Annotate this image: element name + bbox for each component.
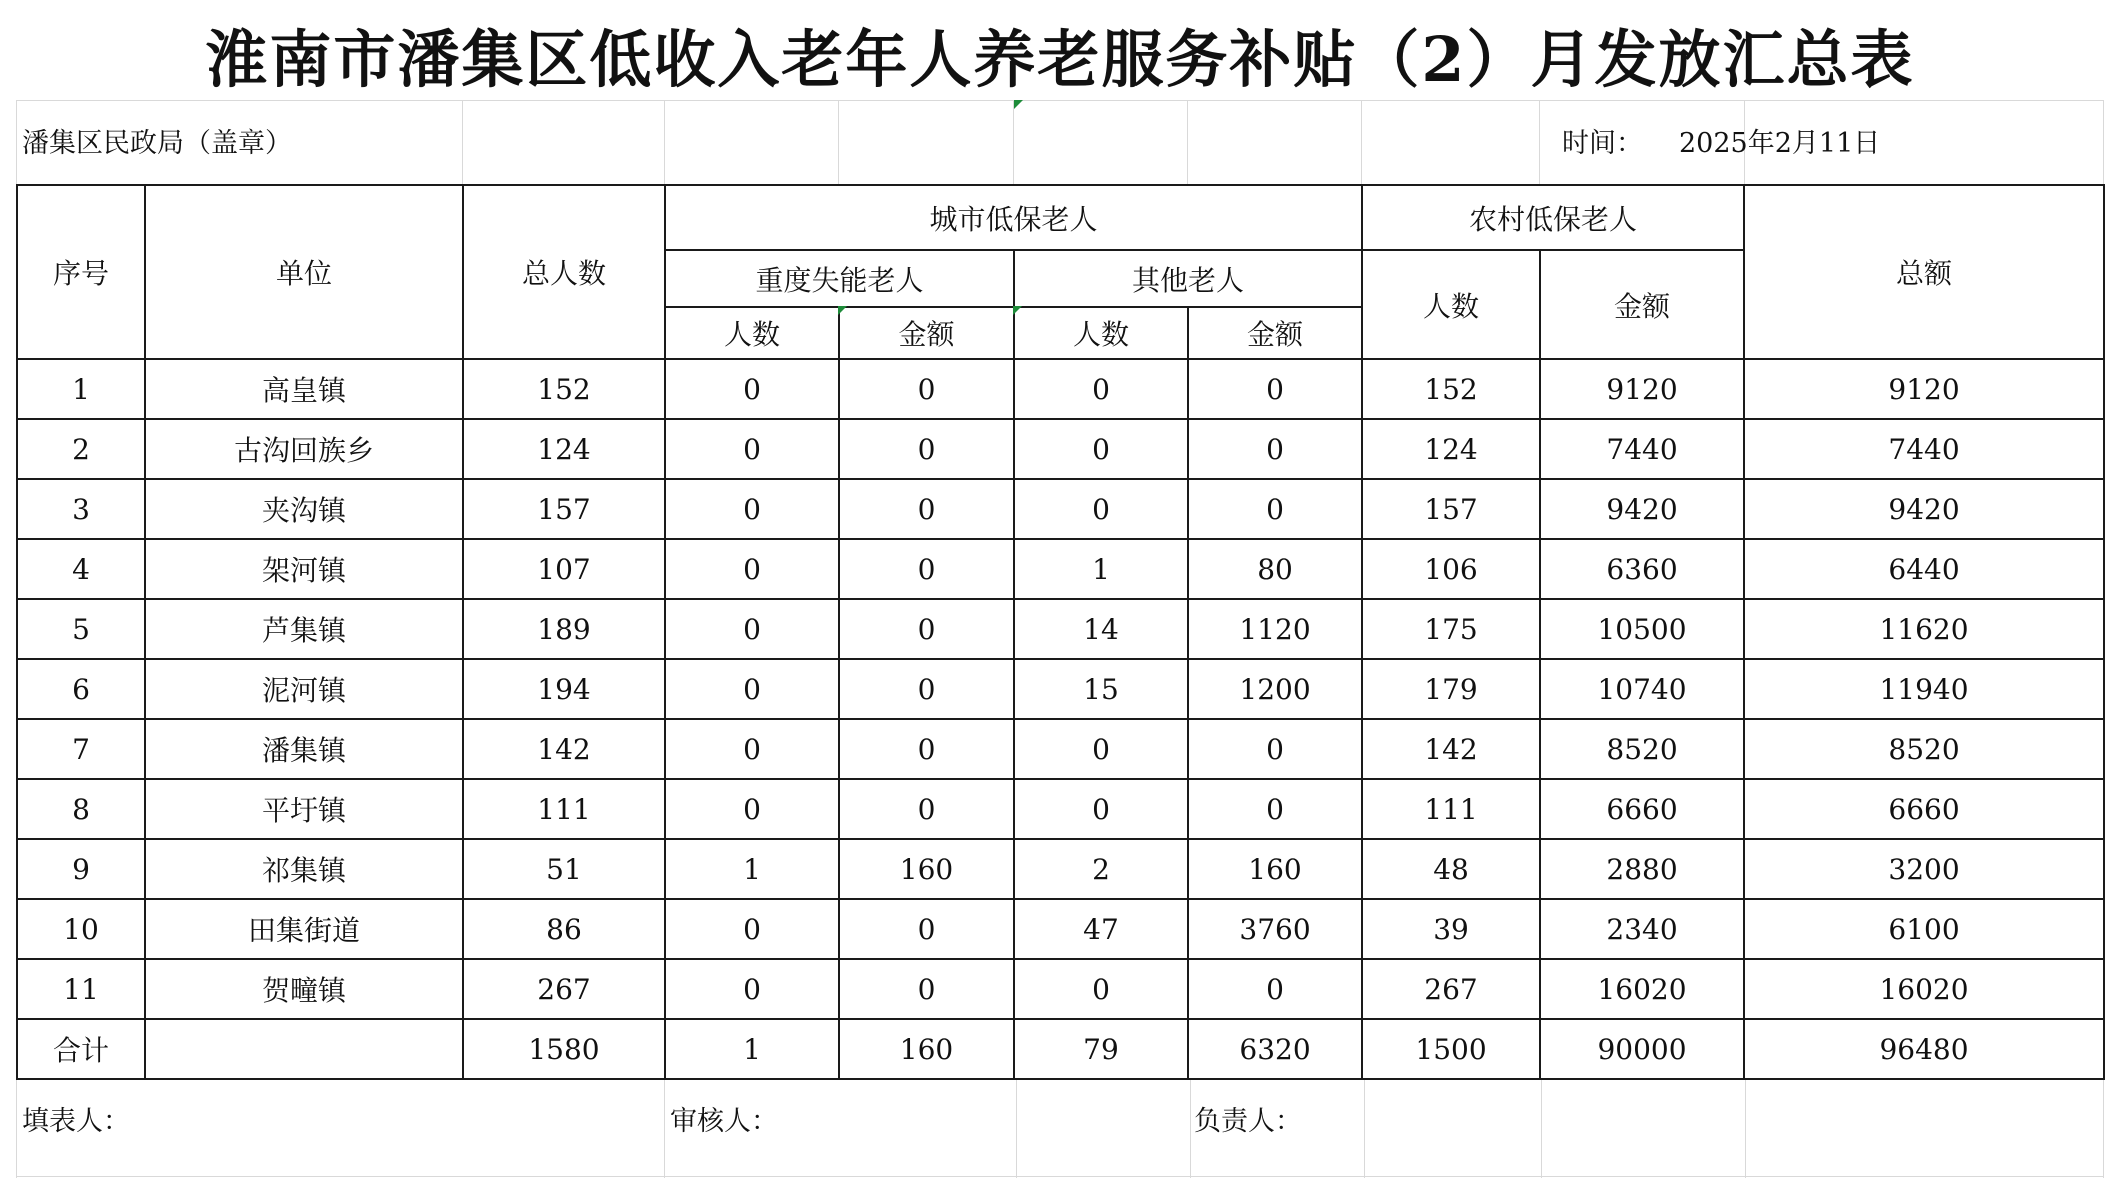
gridline	[16, 1078, 17, 1178]
comment-indicator[interactable]	[1014, 100, 1023, 109]
cell-unit[interactable]: 祁集镇	[145, 839, 463, 899]
gridline	[664, 1078, 665, 1178]
cell-seq[interactable]: 6	[17, 659, 145, 719]
cell-total-amount[interactable]: 11940	[1744, 659, 2104, 719]
gridline	[1190, 1078, 1191, 1178]
cell-total-amount[interactable]: 96480	[1744, 1019, 2104, 1079]
cell-other-people[interactable]: 1	[1014, 539, 1188, 599]
header-seq: 序号	[17, 185, 145, 359]
cell-rural-people[interactable]: 48	[1362, 839, 1540, 899]
cell-unit[interactable]: 潘集镇	[145, 719, 463, 779]
header-severe-people: 人数	[665, 307, 839, 359]
header-other-people: 人数	[1014, 307, 1188, 359]
cell-other-people[interactable]: 0	[1014, 359, 1188, 419]
cell-other-amount[interactable]: 3760	[1188, 899, 1362, 959]
cell-other-amount[interactable]: 1200	[1188, 659, 1362, 719]
table-row	[17, 899, 2104, 959]
header-unit: 单位	[145, 185, 463, 359]
table-row	[17, 479, 2104, 539]
gridline	[1361, 100, 1362, 184]
cell-severe-people[interactable]: 1	[665, 839, 839, 899]
cell-other-amount[interactable]: 6320	[1188, 1019, 1362, 1079]
cell-seq[interactable]: 9	[17, 839, 145, 899]
gridline	[2103, 100, 2104, 184]
gridline	[16, 1176, 2104, 1177]
cell-other-amount[interactable]: 0	[1188, 479, 1362, 539]
gridline	[664, 100, 665, 184]
cell-total-amount[interactable]: 3200	[1744, 839, 2104, 899]
cell-severe-amount[interactable]: 0	[839, 539, 1014, 599]
cell-seq[interactable]: 4	[17, 539, 145, 599]
cell-other-amount[interactable]: 0	[1188, 359, 1362, 419]
cell-seq[interactable]: 10	[17, 899, 145, 959]
cell-rural-amount[interactable]: 7440	[1540, 419, 1744, 479]
cell-rural-amount[interactable]: 9120	[1540, 359, 1744, 419]
cell-rural-amount[interactable]: 2880	[1540, 839, 1744, 899]
header-total-people: 总人数	[463, 185, 665, 359]
cell-severe-people[interactable]: 0	[665, 659, 839, 719]
cell-severe-amount[interactable]: 0	[839, 479, 1014, 539]
table-body	[17, 359, 2104, 1079]
cell-unit[interactable]: 平圩镇	[145, 779, 463, 839]
cell-other-amount[interactable]: 0	[1188, 959, 1362, 1019]
cell-seq[interactable]: 3	[17, 479, 145, 539]
cell-total-amount[interactable]: 8520	[1744, 719, 2104, 779]
cell-total-people[interactable]: 194	[463, 659, 665, 719]
comment-indicator[interactable]	[838, 306, 847, 315]
cell-rural-people[interactable]: 267	[1362, 959, 1540, 1019]
gridline	[1541, 1078, 1542, 1178]
gridline	[2103, 1078, 2104, 1178]
cell-unit[interactable]: 泥河镇	[145, 659, 463, 719]
cell-other-people[interactable]: 47	[1014, 899, 1188, 959]
cell-other-people[interactable]: 0	[1014, 419, 1188, 479]
cell-rural-people[interactable]: 152	[1362, 359, 1540, 419]
table-total-row	[17, 1019, 2104, 1079]
cell-other-people[interactable]: 0	[1014, 719, 1188, 779]
header-severe: 重度失能老人	[665, 250, 1014, 307]
date-label: 时间：	[1562, 128, 1643, 159]
header-rural-group: 农村低保老人	[1362, 185, 1744, 250]
cell-rural-people[interactable]: 175	[1362, 599, 1540, 659]
cell-unit[interactable]: 架河镇	[145, 539, 463, 599]
cell-other-people[interactable]: 14	[1014, 599, 1188, 659]
cell-rural-people[interactable]: 124	[1362, 419, 1540, 479]
cell-total-amount[interactable]: 9420	[1744, 479, 2104, 539]
table-row	[17, 359, 2104, 419]
cell-rural-amount[interactable]: 8520	[1540, 719, 1744, 779]
cell-seq[interactable]: 2	[17, 419, 145, 479]
cell-unit[interactable]: 芦集镇	[145, 599, 463, 659]
gridline	[1016, 1078, 1017, 1178]
cell-rural-people[interactable]: 39	[1362, 899, 1540, 959]
cell-severe-amount[interactable]: 0	[839, 719, 1014, 779]
responsible-label: 负责人：	[1194, 1106, 1302, 1137]
gridline	[1745, 1078, 1746, 1178]
header-other-amount: 金额	[1188, 307, 1362, 359]
gridline	[838, 100, 839, 184]
cell-total-people[interactable]: 51	[463, 839, 665, 899]
cell-total-people[interactable]: 157	[463, 479, 665, 539]
header-rural-people: 人数	[1362, 250, 1540, 359]
cell-seq[interactable]: 8	[17, 779, 145, 839]
header-urban-group: 城市低保老人	[665, 185, 1362, 250]
gridline	[1539, 100, 1540, 184]
cell-total-people[interactable]: 189	[463, 599, 665, 659]
cell-total-people[interactable]: 152	[463, 359, 665, 419]
cell-rural-amount[interactable]: 6360	[1540, 539, 1744, 599]
cell-severe-people[interactable]: 0	[665, 419, 839, 479]
comment-indicator[interactable]	[1013, 306, 1022, 315]
gridline	[16, 100, 17, 184]
cell-seq[interactable]: 1	[17, 359, 145, 419]
cell-total-amount[interactable]: 6660	[1744, 779, 2104, 839]
date-value: 2025年2月11日	[1679, 128, 1881, 159]
cell-other-amount[interactable]: 0	[1188, 419, 1362, 479]
cell-severe-people[interactable]: 1	[665, 1019, 839, 1079]
cell-other-people[interactable]: 0	[1014, 959, 1188, 1019]
cell-severe-people[interactable]: 0	[665, 599, 839, 659]
cell-severe-amount[interactable]: 160	[839, 839, 1014, 899]
cell-severe-amount[interactable]: 0	[839, 899, 1014, 959]
cell-total-people[interactable]: 86	[463, 899, 665, 959]
cell-total-people[interactable]: 1580	[463, 1019, 665, 1079]
gridline	[1187, 100, 1188, 184]
cell-severe-amount[interactable]: 160	[839, 1019, 1014, 1079]
cell-rural-amount[interactable]: 16020	[1540, 959, 1744, 1019]
cell-total-people[interactable]: 124	[463, 419, 665, 479]
cell-unit[interactable]: 夹沟镇	[145, 479, 463, 539]
gridline	[1013, 100, 1014, 184]
cell-total-people[interactable]: 267	[463, 959, 665, 1019]
document-title: 淮南市潘集区低收入老年人养老服务补贴（2）月发放汇总表	[205, 23, 1915, 96]
cell-seq[interactable]: 5	[17, 599, 145, 659]
filler-label: 填表人：	[22, 1106, 130, 1137]
cell-total-people[interactable]: 107	[463, 539, 665, 599]
table-row	[17, 419, 2104, 479]
cell-severe-people[interactable]: 0	[665, 479, 839, 539]
cell-total-amount[interactable]: 9120	[1744, 359, 2104, 419]
summary-table	[16, 184, 2105, 1080]
date-field	[1562, 122, 1880, 166]
cell-severe-amount[interactable]: 0	[839, 959, 1014, 1019]
cell-severe-amount[interactable]: 0	[839, 359, 1014, 419]
cell-other-amount[interactable]: 1120	[1188, 599, 1362, 659]
cell-severe-amount[interactable]: 0	[839, 779, 1014, 839]
header-total-amount: 总额	[1744, 185, 2104, 359]
cell-unit[interactable]: 高皇镇	[145, 359, 463, 419]
cell-severe-amount[interactable]: 0	[839, 659, 1014, 719]
cell-severe-people[interactable]: 0	[665, 359, 839, 419]
cell-severe-amount[interactable]: 0	[839, 599, 1014, 659]
cell-total-amount[interactable]: 16020	[1744, 959, 2104, 1019]
cell-severe-people[interactable]: 0	[665, 779, 839, 839]
cell-other-people[interactable]: 2	[1014, 839, 1188, 899]
cell-other-amount[interactable]: 160	[1188, 839, 1362, 899]
cell-other-people[interactable]: 79	[1014, 1019, 1188, 1079]
header-row-1	[17, 185, 2104, 250]
cell-other-people[interactable]: 0	[1014, 479, 1188, 539]
gridline	[1364, 1078, 1365, 1178]
issuer-label: 潘集区民政局（盖章）	[22, 128, 292, 159]
cell-other-amount[interactable]: 0	[1188, 719, 1362, 779]
header-rural-amount: 金额	[1540, 250, 1744, 359]
cell-unit[interactable]: 贺疃镇	[145, 959, 463, 1019]
cell-total-amount[interactable]: 7440	[1744, 419, 2104, 479]
cell-total-people[interactable]: 142	[463, 719, 665, 779]
table-row	[17, 959, 2104, 1019]
cell-unit[interactable]	[145, 1019, 463, 1079]
table-row	[17, 839, 2104, 899]
cell-severe-people[interactable]: 0	[665, 539, 839, 599]
cell-rural-people[interactable]: 179	[1362, 659, 1540, 719]
cell-severe-people[interactable]: 0	[665, 719, 839, 779]
cell-severe-people[interactable]: 0	[665, 899, 839, 959]
cell-other-amount[interactable]: 0	[1188, 779, 1362, 839]
cell-rural-amount[interactable]: 10500	[1540, 599, 1744, 659]
cell-rural-amount[interactable]: 2340	[1540, 899, 1744, 959]
cell-rural-amount[interactable]: 10740	[1540, 659, 1744, 719]
cell-rural-people[interactable]: 1500	[1362, 1019, 1540, 1079]
table-row	[17, 599, 2104, 659]
cell-severe-amount[interactable]: 0	[839, 419, 1014, 479]
header-severe-amount: 金额	[839, 307, 1014, 359]
cell-rural-people[interactable]: 142	[1362, 719, 1540, 779]
cell-rural-amount[interactable]: 6660	[1540, 779, 1744, 839]
cell-total-amount[interactable]: 11620	[1744, 599, 2104, 659]
cell-seq[interactable]: 7	[17, 719, 145, 779]
cell-seq[interactable]: 合计	[17, 1019, 145, 1079]
table-row	[17, 779, 2104, 839]
cell-total-amount[interactable]: 6100	[1744, 899, 2104, 959]
cell-other-amount[interactable]: 80	[1188, 539, 1362, 599]
cell-unit[interactable]: 古沟回族乡	[145, 419, 463, 479]
cell-severe-people[interactable]: 0	[665, 959, 839, 1019]
cell-rural-people[interactable]: 157	[1362, 479, 1540, 539]
cell-rural-amount[interactable]: 90000	[1540, 1019, 1744, 1079]
reviewer-label: 审核人：	[670, 1106, 778, 1137]
cell-total-people[interactable]: 111	[463, 779, 665, 839]
table-row	[17, 719, 2104, 779]
table-row	[17, 539, 2104, 599]
cell-seq[interactable]: 11	[17, 959, 145, 1019]
table-row	[17, 659, 2104, 719]
gridline	[462, 100, 463, 184]
cell-other-people[interactable]: 0	[1014, 779, 1188, 839]
header-other: 其他老人	[1014, 250, 1362, 307]
cell-total-amount[interactable]: 6440	[1744, 539, 2104, 599]
cell-other-people[interactable]: 15	[1014, 659, 1188, 719]
cell-rural-people[interactable]: 106	[1362, 539, 1540, 599]
spreadsheet	[16, 0, 2104, 1188]
cell-rural-people[interactable]: 111	[1362, 779, 1540, 839]
cell-unit[interactable]: 田集街道	[145, 899, 463, 959]
cell-rural-amount[interactable]: 9420	[1540, 479, 1744, 539]
